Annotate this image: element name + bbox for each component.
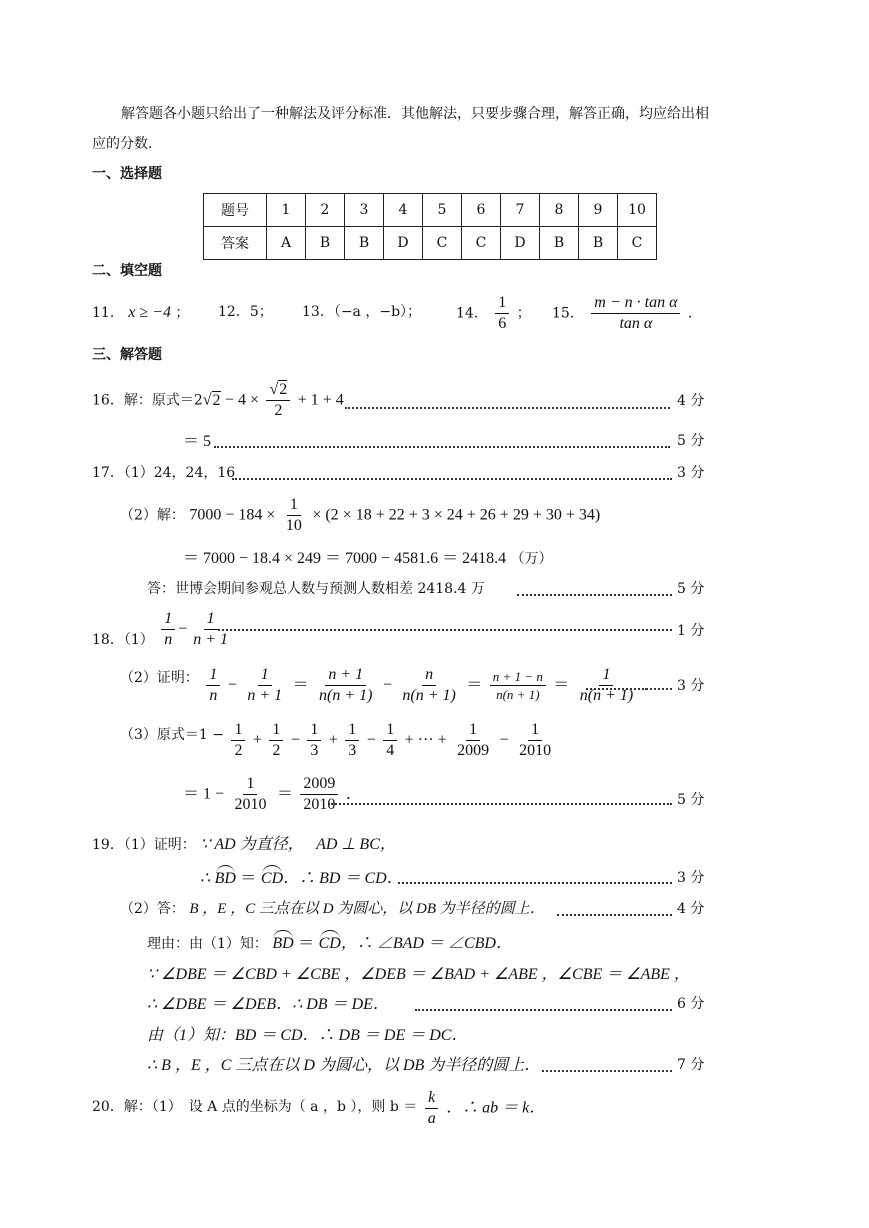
leader-dots [232,478,672,480]
fill-q12: 12．5； [218,304,273,320]
leader-dots [542,1070,672,1072]
table-cell: 2 [306,194,345,227]
leader-dots [557,914,672,916]
score: 3 分 [677,870,705,886]
score: 4 分 [677,393,705,409]
q18-part-3: （3）原式＝1 − $\frac{1}{2}$ + $\frac{1}{2}$ − $\frac{1}{3}$ + $\frac{1}{3}$ − $\frac{1}{4}$ + ··· + $\frac{1}{2009}$ − $\frac{1}{2010}$ [120,721,552,759]
q17-p2-unit: （万） [510,551,553,567]
q16-tail: + 1 + 4 [297,391,344,409]
q19-line-d: 由（1）知：BD ＝ CD．∴ DB ＝ DE ＝ DC． [147,1027,468,1044]
q11-answer: x ≥ −4 [128,304,171,321]
score: 6 分 [677,996,705,1012]
q15-end: ． [687,305,702,322]
table-cell: 4 [384,194,423,227]
table-cell: D [384,227,423,260]
table-row-answers [204,227,657,260]
arc-bd: BD [272,935,294,952]
table-cell: A [267,227,306,260]
table-header-label: 题号 [204,194,267,227]
q11-sep: ； [175,305,190,321]
q19-part-1-line-2: ∴ BD ＝ CD．∴ BD ＝ CD． [200,870,403,887]
q17-fraction [283,497,305,534]
q19-line-e: ∴ B ，E ，C 三点在以 D 为圆心，以 DB 为半径的圆上． [147,1057,541,1074]
q19-p2-label: （2）答： [120,901,185,917]
q16-radicand: 2 [212,391,221,409]
q17-answer: 答：世博会期间参观总人数与预测人数相差 2418.4 万 [147,581,485,597]
q15-fraction [591,295,680,332]
table-cell: B [579,227,618,260]
table-cell: D [501,227,540,260]
q16-frac-num: √2 [266,382,290,401]
leader-dots [214,446,670,448]
q16-mid: − 4 × [224,391,260,409]
fill-q15 [552,295,702,332]
table-cell: C [618,227,657,260]
score: 5 分 [677,433,705,449]
fill-q13: 13．（−a ，−b）； [302,304,422,320]
intro-line-2: 应的分数． [92,136,162,152]
q20-part-1: 20．解：（1） 设 A 点的坐标为（ a ，b ），则 b ＝ $\frac{k}{a}$ ．∴ ab ＝ k． [92,1089,546,1127]
q19-line-b: ∵ ∠DBE ＝ ∠CBD + ∠CBE ，∠DEB ＝ ∠BAD + ∠ABE ，∠CBE ＝ ∠ABE ， [147,966,690,983]
arc-cd: CD [260,870,284,887]
leader-dots [517,594,672,596]
table-cell: 8 [540,194,579,227]
arc-bd: BD [214,870,236,887]
q19-p1-b: AD ⊥ BC， [316,836,396,853]
q16-line-2: ＝ 5 [183,433,212,450]
table-cell: 9 [579,194,618,227]
q18-part-1: 18．（1） $\frac{1}{n}$ − $\frac{1}{n + 1}$ [92,611,234,648]
q18-part-3-line-2: ＝ 1 − $\frac{1}{2010}$ ＝ $\frac{2009}{2010}$ ． [183,775,362,813]
table-answer-label: 答案 [204,227,267,260]
score: 4 分 [677,901,705,917]
table-cell: B [540,227,579,260]
leader-dots [328,803,672,805]
q20-tail: ．∴ ab ＝ k． [446,1099,546,1117]
q19-part-1 [92,837,396,853]
q18-frac-2: $\frac{1}{n + 1}$ [193,610,229,648]
q14-label: 14． [456,305,488,322]
q17-part-2 [120,497,600,534]
q14-denominator: 6 [498,315,507,332]
score: 1 分 [677,623,705,639]
q18-p1-label: 18．（1） [92,631,154,648]
q19-reason: 理由：由（1）知： BD ＝ CD，∴ ∠BAD ＝ ∠CBD． [147,935,512,952]
q14-sep: ； [516,305,531,322]
q18-p3-label: （3）原式＝1 − [120,726,224,743]
section-solve-heading: 三、解答题 [92,347,162,363]
q19-p2-text: B ，E ，C 三点在以 D 为圆心，以 DB 为半径的圆上． [189,901,545,917]
q17-p2-a: 7000 − 184 × [189,506,276,524]
table-cell: 1 [267,194,306,227]
q11-label: 11． [92,305,124,321]
leader-dots [586,688,672,690]
leader-dots [218,629,672,631]
table-cell: 10 [618,194,657,227]
table-cell: 5 [423,194,462,227]
score: 3 分 [677,465,705,481]
q14-numerator: 1 [495,295,509,314]
q19-p1-a: ∵ AD 为直径， [200,836,304,853]
q18-part-2: （2）证明： $\frac{1}{n}$ − $\frac{1}{n + 1}$ ＝ $\frac{n + 1}{n(n + 1)}$ − $\frac{n}{n(n + 1)}$ ＝ $\frac{n + 1 - n}{n(n + 1)}$ ＝ $\frac{1}{n(n + 1)}$ ． [120,666,660,704]
table-cell: 6 [462,194,501,227]
q17-part-1: 17．（1）24，24，16 [92,465,236,481]
table-cell: B [306,227,345,260]
q16-fraction [266,382,290,419]
score: 3 分 [677,678,705,694]
q19-p1-label: 19．（1）证明： [92,837,196,853]
table-cell: C [423,227,462,260]
q16-frac-den: 2 [274,402,283,419]
table-cell: 3 [345,194,384,227]
q17-p2-calc: ＝ 7000 − 18.4 × 249 ＝ 7000 − 4581.6 ＝ 2418.4 [183,550,507,567]
q20-label: 20．解：（1） 设 A 点的坐标为（ a ，b ），则 b ＝ [92,1098,418,1115]
q15-label: 15． [552,305,584,322]
table-cell: 7 [501,194,540,227]
q19-line-c: ∴ ∠DBE ＝ ∠DEB．∴ DB ＝ DE． [147,996,389,1013]
table-row-numbers [204,194,657,227]
q18-frac-1: $\frac{1}{n}$ [161,611,175,648]
score: 5 分 [677,581,705,597]
section-fill-heading: 二、填空题 [92,263,162,279]
q16-label: 16．解：原式＝2 [92,392,203,409]
q17-frac-num: 1 [287,497,301,516]
q15-denominator: tan α [619,315,653,332]
q15-numerator: m − n · tan α [591,295,680,314]
q17-part-2-line-2 [183,551,553,567]
q17-frac-den: 10 [285,517,302,534]
q16-line-1: 16．解：原式＝2√2 − 4 × $\frac{√2}{2}$ + 1 + 4 [92,381,344,419]
q18-p2-label: （2）证明： [120,669,199,686]
q19-part-2 [120,902,545,917]
score: 7 分 [677,1057,705,1073]
answer-table [203,193,657,260]
q17-p2-b: × (2 × 18 + 22 + 3 × 24 + 26 + 29 + 30 + 34) [312,506,601,524]
q17-p2-label: （2）解： [120,507,185,524]
leader-dots [398,882,672,884]
arc-cd: CD [318,935,341,952]
intro-line-1: 解答题各小题只给出了一种解法及评分标准．其他解法，只要步骤合理，解答正确，均应给出相 [121,106,709,122]
q18-p3-line2-pre: ＝ 1 − [183,785,225,803]
score: 5 分 [677,792,705,808]
table-cell: C [462,227,501,260]
leader-dots [345,407,670,409]
leader-dots [415,1009,672,1011]
fill-q14 [456,295,531,332]
q14-fraction [495,295,509,332]
table-cell: B [345,227,384,260]
section-choice-heading: 一、选择题 [92,166,162,182]
fill-q11 [92,305,189,321]
